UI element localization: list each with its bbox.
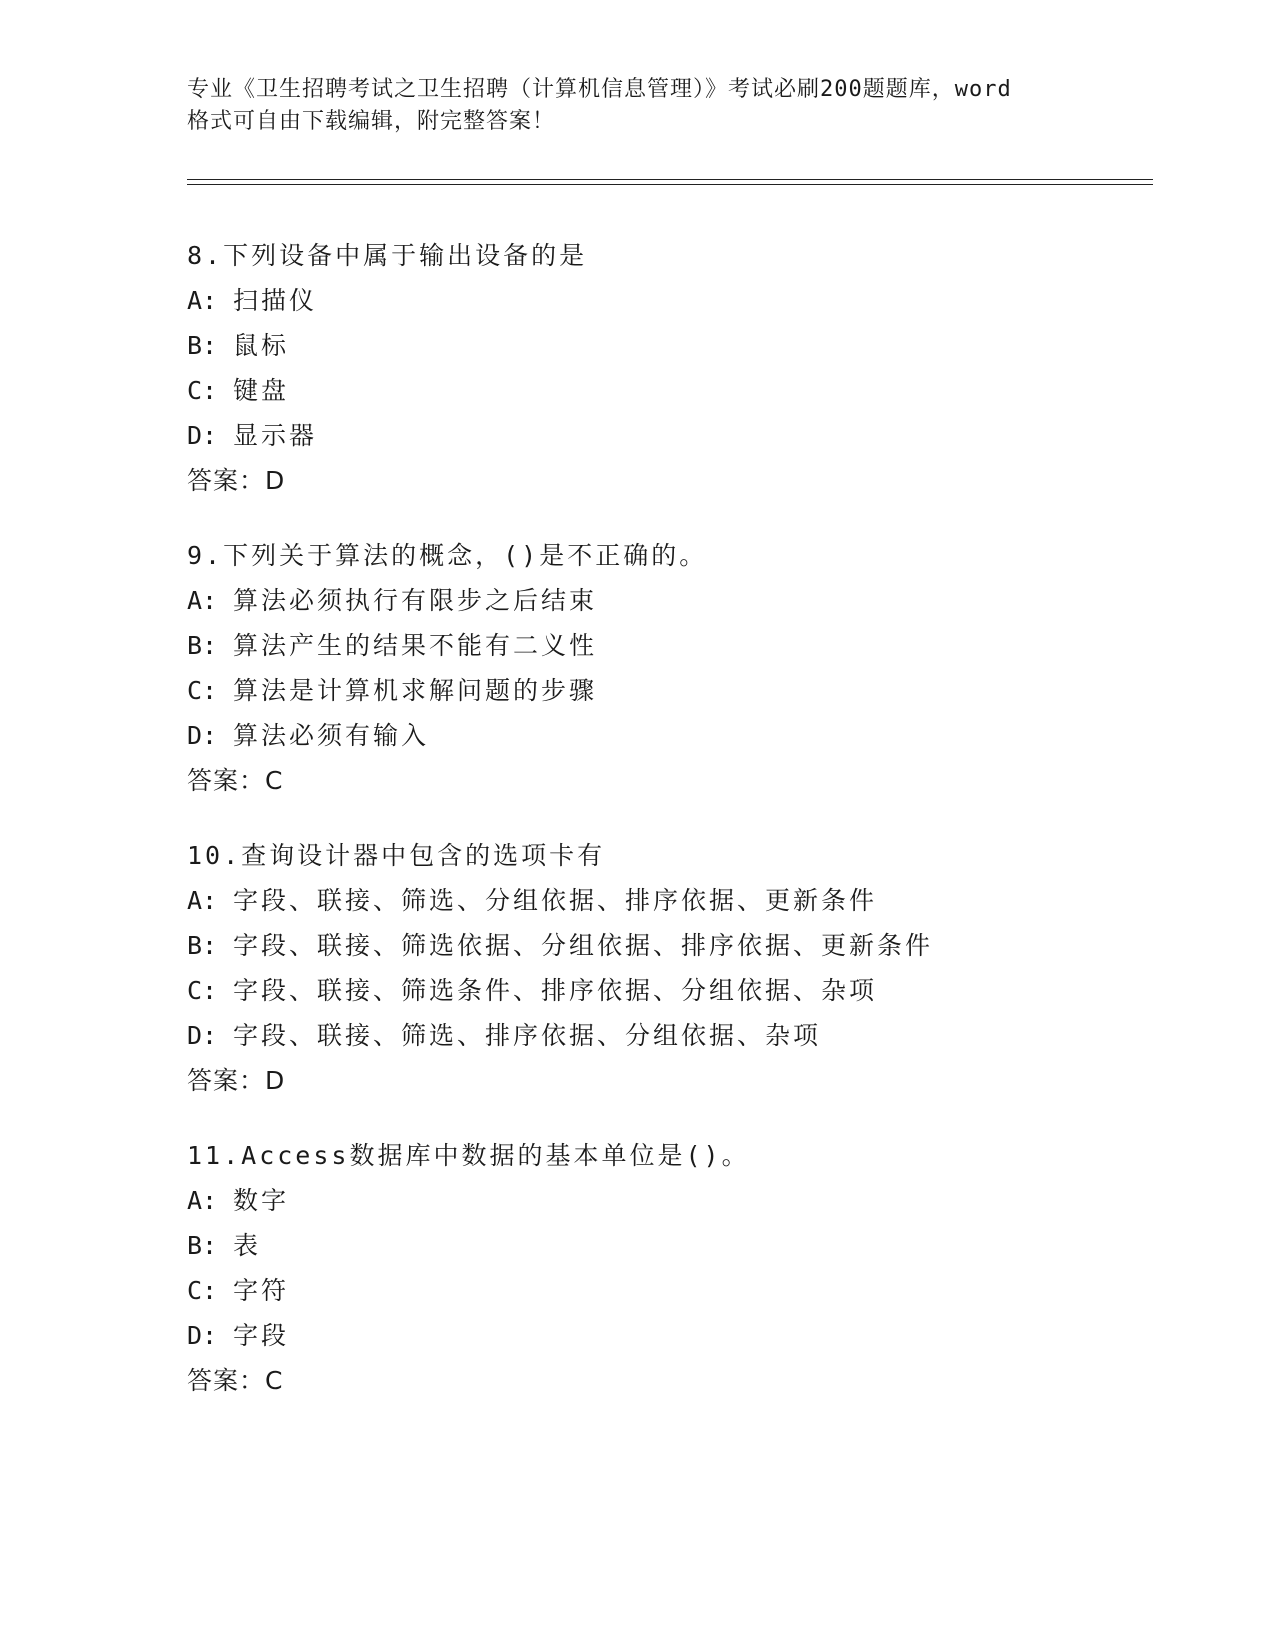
option-tag: B: [187, 931, 218, 960]
header-line-2: 格式可自由下载编辑，附完整答案！ [187, 109, 556, 134]
option-text: 字段、联接、筛选条件、排序依据、分组依据、杂项 [233, 976, 878, 1005]
option-b [187, 1223, 1187, 1268]
question-stem: 9.下列关于算法的概念，()是不正确的。 [187, 541, 708, 570]
header-line-1: 专业《卫生招聘考试之卫生招聘（计算机信息管理）》考试必刷200题题库，word [187, 77, 1012, 102]
option-tag: C: [187, 976, 218, 1005]
answer-line: 答案：D [187, 466, 286, 495]
option-d [187, 713, 1187, 758]
option-text: 显示器 [233, 421, 318, 450]
option-tag: C: [187, 1276, 218, 1305]
option-text: 字段、联接、筛选、分组依据、排序依据、更新条件 [233, 886, 878, 915]
option-d [187, 413, 1187, 458]
option-a [187, 278, 1187, 323]
option-text: 字段 [233, 1321, 290, 1350]
option-a [187, 878, 1187, 923]
option-b [187, 623, 1187, 668]
question-10 [187, 833, 1187, 1103]
option-tag: A: [187, 586, 218, 615]
question-stem: 8.下列设备中属于输出设备的是 [187, 241, 588, 270]
option-tag: B: [187, 331, 218, 360]
question-11 [187, 1133, 1187, 1403]
question-stem: 10.查询设计器中包含的选项卡有 [187, 841, 606, 870]
header-rule-bottom [187, 184, 1153, 185]
option-d [187, 1313, 1187, 1358]
option-text: 表 [233, 1231, 262, 1260]
question-8 [187, 233, 1187, 503]
option-text: 键盘 [233, 376, 290, 405]
option-a [187, 578, 1187, 623]
option-tag: D: [187, 721, 218, 750]
option-b [187, 323, 1187, 368]
option-c [187, 968, 1187, 1013]
option-text: 字段、联接、筛选、排序依据、分组依据、杂项 [233, 1021, 822, 1050]
option-tag: D: [187, 421, 218, 450]
question-stem: 11.Access数据库中数据的基本单位是()。 [187, 1141, 750, 1170]
answer-line: 答案：C [187, 766, 284, 795]
header-rule-top [187, 179, 1153, 180]
option-d [187, 1013, 1187, 1058]
option-c [187, 1268, 1187, 1313]
question-9 [187, 533, 1187, 803]
option-tag: A: [187, 886, 218, 915]
option-tag: C: [187, 376, 218, 405]
option-text: 算法是计算机求解问题的步骤 [233, 676, 598, 705]
option-c [187, 668, 1187, 713]
option-text: 字符 [233, 1276, 290, 1305]
option-b [187, 923, 1187, 968]
option-text: 数字 [233, 1186, 290, 1215]
option-tag: B: [187, 1231, 218, 1260]
document-header [187, 74, 1087, 138]
option-tag: A: [187, 1186, 218, 1215]
option-text: 算法必须执行有限步之后结束 [233, 586, 598, 615]
option-text: 算法产生的结果不能有二义性 [233, 631, 598, 660]
option-text: 算法必须有输入 [233, 721, 430, 750]
option-tag: C: [187, 676, 218, 705]
option-a [187, 1178, 1187, 1223]
option-text: 鼠标 [233, 331, 290, 360]
question-list [187, 233, 1187, 1433]
option-tag: D: [187, 1021, 218, 1050]
answer-line: 答案：C [187, 1366, 284, 1395]
option-tag: D: [187, 1321, 218, 1350]
option-tag: B: [187, 631, 218, 660]
option-tag: A: [187, 286, 218, 315]
option-c [187, 368, 1187, 413]
option-text: 扫描仪 [233, 286, 318, 315]
option-text: 字段、联接、筛选依据、分组依据、排序依据、更新条件 [233, 931, 934, 960]
answer-line: 答案：D [187, 1066, 286, 1095]
